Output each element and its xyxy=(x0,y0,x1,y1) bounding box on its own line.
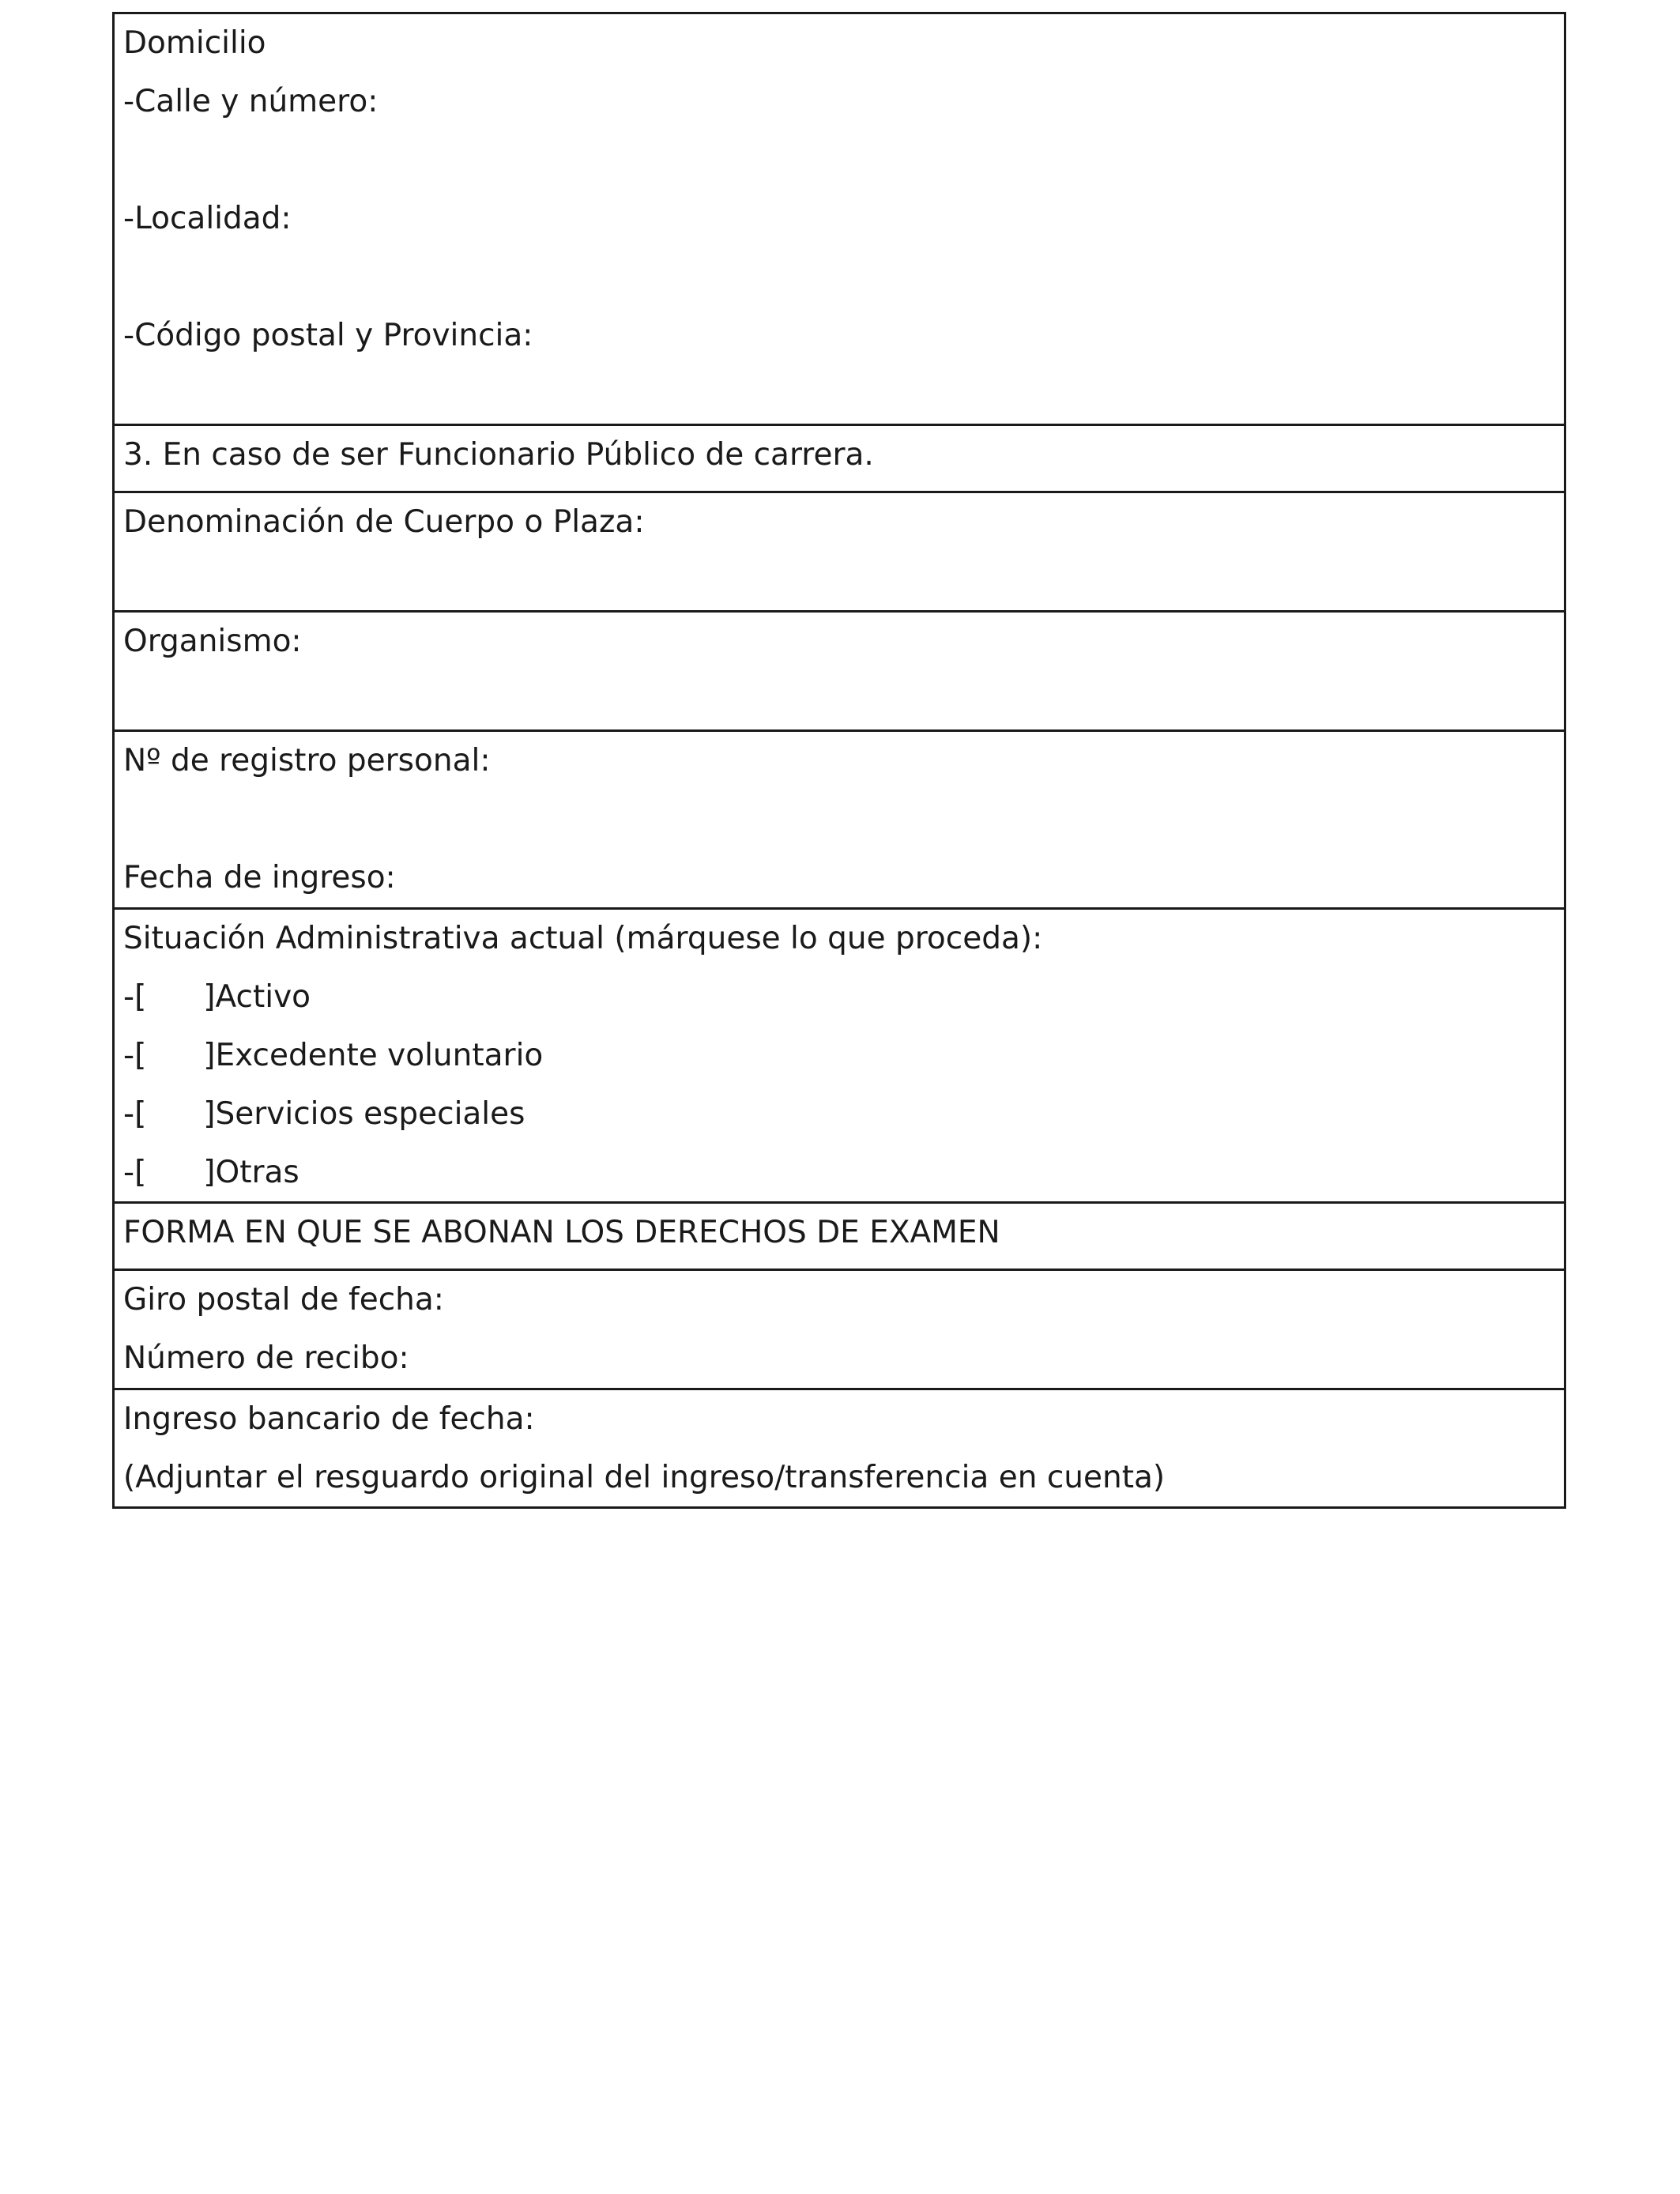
cuerpo-plaza-label: Denominación de Cuerpo o Plaza: xyxy=(123,504,645,540)
checkbox-open-bracket: -[ xyxy=(123,979,147,1015)
registro-section xyxy=(115,729,1564,907)
option-servicios[interactable] xyxy=(123,1085,1564,1144)
ingreso-bancario-section[interactable] xyxy=(115,1388,1564,1506)
registro-personal-blank[interactable] xyxy=(123,790,1564,849)
ingreso-bancario-fecha-label: Ingreso bancario de fecha: xyxy=(123,1401,535,1437)
localidad-label: -Localidad: xyxy=(123,201,292,236)
domicilio-section xyxy=(115,14,1564,424)
registro-personal-label: Nº de registro personal: xyxy=(123,743,491,778)
situacion-heading: Situación Administrativa actual (márquese lo que proceda): xyxy=(123,921,1043,956)
cuerpo-plaza-field[interactable] xyxy=(115,491,1564,610)
option-excedente-label: ]Excedente voluntario xyxy=(203,1038,544,1073)
checkbox-open-bracket: -[ xyxy=(123,1155,147,1190)
option-activo-label: ]Activo xyxy=(203,979,311,1015)
option-otras[interactable] xyxy=(123,1144,1564,1202)
forma-pago-section xyxy=(115,1201,1564,1269)
forma-pago-heading: FORMA EN QUE SE ABONAN LOS DERECHOS DE EXAMEN xyxy=(123,1215,1000,1250)
localidad-blank[interactable] xyxy=(123,248,1564,307)
funcionario-heading: 3. En caso de ser Funcionario Público de carrera. xyxy=(123,437,874,473)
option-activo[interactable] xyxy=(123,968,1564,1027)
organismo-label: Organismo: xyxy=(123,624,302,659)
calle-numero-label: -Calle y número: xyxy=(123,84,379,119)
adjuntar-resguardo-note: (Adjuntar el resguardo original del ingreso/transferencia en cuenta) xyxy=(123,1460,1166,1495)
option-otras-label: ]Otras xyxy=(203,1155,299,1190)
checkbox-open-bracket: -[ xyxy=(123,1096,147,1132)
numero-recibo-label: Número de recibo: xyxy=(123,1340,409,1376)
option-excedente[interactable] xyxy=(123,1027,1564,1085)
option-servicios-label: ]Servicios especiales xyxy=(203,1096,525,1132)
domicilio-heading: Domicilio xyxy=(123,25,266,61)
funcionario-section xyxy=(115,424,1564,491)
checkbox-open-bracket: -[ xyxy=(123,1038,147,1073)
giro-postal-fecha-label: Giro postal de fecha: xyxy=(123,1282,444,1318)
organismo-field[interactable] xyxy=(115,610,1564,729)
codigo-postal-label: -Código postal y Provincia: xyxy=(123,318,533,353)
giro-postal-section[interactable] xyxy=(115,1269,1564,1388)
fecha-ingreso-label: Fecha de ingreso: xyxy=(123,860,396,895)
application-form-table xyxy=(112,12,1566,1509)
situacion-section xyxy=(115,907,1564,1201)
calle-numero-blank[interactable] xyxy=(123,131,1564,190)
